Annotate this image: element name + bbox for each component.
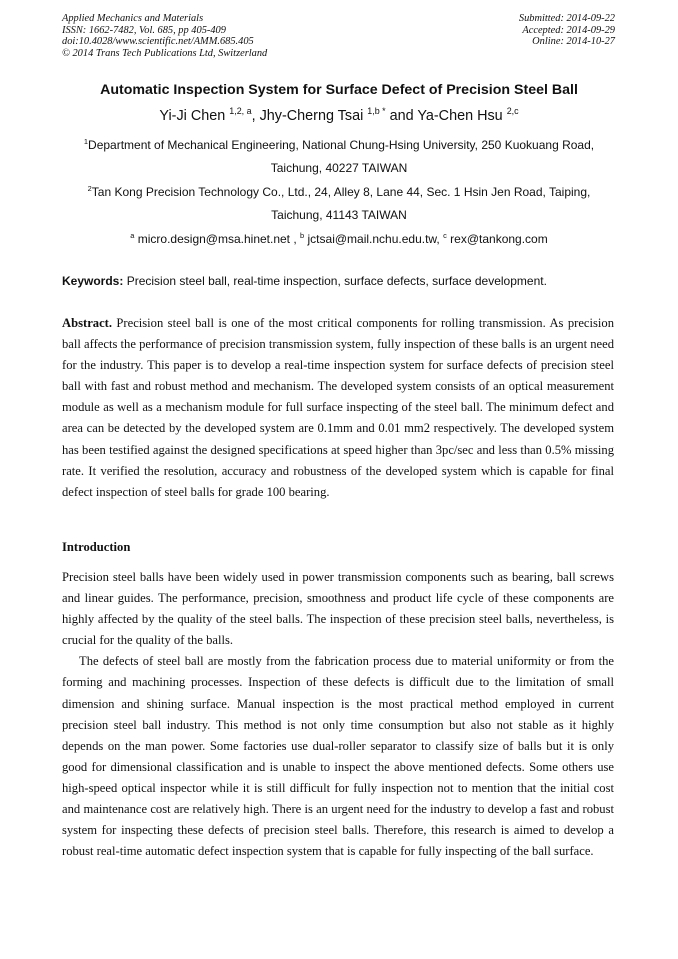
introduction-body	[62, 567, 614, 862]
author-separator: ,	[251, 108, 260, 124]
author-list	[0, 108, 678, 124]
email-address[interactable]: rex@tankong.com	[450, 232, 548, 246]
section-heading: Introduction	[62, 540, 131, 554]
author-emails	[0, 232, 678, 246]
affiliation-marker: 2	[87, 184, 92, 194]
author-superscript: 1,2, a	[229, 106, 252, 117]
abstract	[62, 313, 614, 503]
journal-copyright: © 2014 Trans Tech Publications Ltd, Switzerland	[62, 47, 268, 59]
keywords	[62, 274, 622, 288]
email-address[interactable]: jctsai@mail.nchu.edu.tw	[307, 232, 437, 246]
keywords-label: Keywords:	[62, 274, 124, 288]
affiliation-text: Department of Mechanical Engineering, National Chung-Hsing University, 250 Kuokuang Road, Taichung, 40227 TAIWAN	[88, 138, 595, 175]
paragraph: The defects of steel ball are mostly from the fabrication process due to material uniformity or from the forming and machining processes. Inspection of these defects is difficult due to the limitation of small dimension and shining surface. Manual inspection is the most practical method employed in current precision steel ball industry. This method is not only time consumption but also not stable as it highly depends on the man power. Some factories use dual-roller separator to classify size of balls but it is only good for dimensional classification and is unable to inspect the above mentioned defects. Some others use high-speed optical inspector while it is still difficult for fully inspection not to mention that the initial cost and maintenance cost are relatively high. There is an urgent need for the industry to develop a fast and robust system for inspecting these defects of precision steel balls. Therefore, this research is aimed to develop a robust real-time automatic defect inspection system that is capable for fully inspecting of the ball surface.	[62, 654, 614, 859]
online-date: Online: 2014-10-27	[532, 36, 615, 48]
affiliation-1	[62, 134, 616, 180]
author-name: Ya-Chen Hsu	[417, 108, 503, 124]
author-superscript: 1,b *	[367, 106, 386, 117]
journal-doi: doi:10.4028/www.scientific.net/AMM.685.405	[62, 36, 254, 48]
email-address[interactable]: micro.design@msa.hinet.net	[137, 232, 291, 246]
email-marker: b	[300, 231, 305, 241]
email-marker: c	[443, 231, 447, 241]
journal-name: Applied Mechanics and Materials	[62, 13, 204, 24]
author-separator: and	[385, 108, 418, 124]
submitted-date: Submitted: 2014-09-22	[518, 13, 615, 24]
accepted-date: Accepted: 2014-09-29	[522, 24, 615, 36]
author-name: Yi-Ji Chen	[159, 108, 226, 124]
journal-issn: ISSN: 1662-7482, Vol. 685, pp 405-409	[62, 24, 226, 36]
paragraph: Precision steel balls have been widely used in power transmission components such as bearing, ball screws and linear guides. The performance, precision, smoothness and product life cycle of these components are highly affected by the quality of the steel balls. The inspection of these precision steel balls, nevertheless, is crucial for the quality of the balls.	[62, 570, 614, 648]
email-separator: ,	[436, 232, 444, 246]
author-name: Jhy-Cherng Tsai	[259, 108, 364, 124]
abstract-text: Precision steel ball is one of the most critical components for rolling transmission. As precision ball affects the performance of precision transmission system, fully inspection of these balls is an urgent need for the industry. This paper is to develop a real-time inspection system for surface defects of precision steel ball with fast and robust method and mechanism. The developed system consists of an optical measurement module as well as a mechanism module for full surface inspecting of the steel ball. The minimum defect and area can be detected by the developed system are 0.1mm and 0.01 mm2 respectively. The developed system has been testified against the designed specifications at speed higher than 3pc/sec and less than 0.5% missing rate. It verified the resolution, accuracy and robustness of the developed system which is capable for final defect inspection of steel balls for grade 100 bearing.	[62, 316, 614, 499]
affiliation-marker: 1	[83, 137, 89, 147]
journal-info	[62, 13, 267, 59]
keywords-text: Precision steel ball, real-time inspection, surface defects, surface development.	[126, 274, 547, 288]
affiliation-2	[62, 181, 616, 227]
author-superscript: 2,c	[506, 106, 519, 117]
email-separator: ,	[290, 232, 301, 246]
abstract-label: Abstract.	[62, 316, 113, 330]
publication-dates	[519, 13, 615, 48]
email-marker: a	[130, 231, 135, 241]
paper-title: Automatic Inspection System for Surface Defect of Precision Steel Ball	[100, 82, 578, 98]
affiliation-text: Tan Kong Precision Technology Co., Ltd., 24, Alley 8, Lane 44, Sec. 1 Hsin Jen Road, Taiping, Taichung, 41143 TAIWAN	[91, 185, 591, 222]
